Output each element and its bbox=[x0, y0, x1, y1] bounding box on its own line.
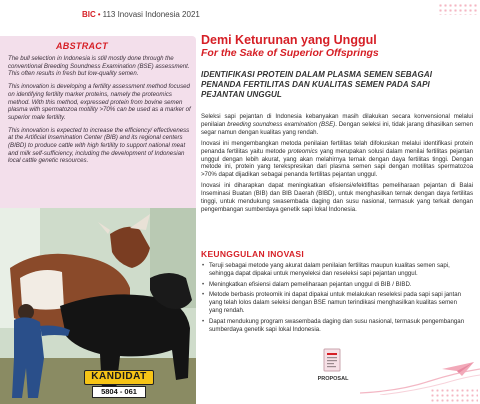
list-item: • Meningkatkan efisiensi dalam pemeliharaan pejantan unggul di BIB / BIBD. bbox=[201, 281, 471, 289]
proposal-label: PROPOSAL bbox=[317, 376, 349, 382]
book-title: 113 Inovasi Indonesia 2021 bbox=[102, 10, 200, 19]
list-item: • Teruji sebagai metode yang akurat dalam penilaian fertilitas maupun kualitas semen sapi, sehingga dapat dipakai untuk menyeleksi dan reseleksi sapi pejantan unggul. bbox=[201, 262, 471, 278]
body-paragraph bbox=[201, 140, 473, 180]
kandidat-badge bbox=[84, 370, 154, 400]
text-run-italic: proteomics bbox=[287, 147, 318, 155]
header-dot-pattern bbox=[438, 3, 478, 15]
body-paragraph bbox=[201, 113, 473, 137]
kandidat-label: KANDIDAT bbox=[84, 370, 154, 385]
list-item: • Metode berbasis proteomik ini dapat dipakai untuk melakukan reseleksi pada sapi sapi jantan yang telah lolos dalam seleksi dengan BSE namun terindikasi menghasilkan kualitas semen yang rendah. bbox=[201, 291, 471, 314]
proposal-badge bbox=[313, 348, 353, 388]
book-header bbox=[82, 10, 200, 19]
abstract-title: ABSTRACT bbox=[56, 41, 108, 51]
innovation-subtitle: IDENTIFIKASI PROTEIN DALAM PLASMA SEMEN SEBAGAI PENANDA FERTILITAS DAN KUALITAS SEMEN PADA SAPI PEJANTAN UNGGUL bbox=[201, 70, 433, 99]
body-paragraph: Inovasi ini diharapkan dapat meningkatkan efisiensi/efektifitas pemeliharaan pejantan di Balai Inseminasi Buatan (BIB) dan BIB Daerah (BIBD), untuk menghasilkan ternak dengan daya fertilitas tinggi, untuk mendukung swasembada daging dan susu nasional, termasuk yang terkait dengan pengembangan sumberdaya genetik sapi lokal Indonesia. bbox=[201, 182, 473, 213]
page-title-english: For the Sake of Superior Offsprings bbox=[201, 47, 379, 59]
abstract-paragraph: This innovation is expected to increase the efficiency/ effectiveness at the Artificial Insemination Center (BIB) and its regional centers (BIBD) to produce cattle with high fertility to support national meat and milk self-sufficiency, including the development of Indonesian local cattle genetic resources. bbox=[8, 126, 190, 165]
text-run: Seleksi sapi pejantan di Indonesia kebanyakan masih dilakukan secara konvensional melalui penilaian bbox=[201, 113, 473, 128]
header-bullet: • bbox=[97, 10, 101, 19]
bic-label: BIC bbox=[82, 10, 96, 19]
dot-pattern bbox=[430, 388, 478, 402]
abstract-body bbox=[8, 55, 192, 170]
page-title: Demi Keturunan yang Unggul bbox=[201, 33, 377, 47]
document-icon bbox=[323, 348, 341, 372]
abstract-paragraph: The bull selection in Indonesia is still mostly done through the conventional Breeding Soundness Examination (BSE) assessment. This often results in fresh but low-quality semen. bbox=[8, 55, 190, 78]
list-item: • Dapat mendukung program swasembada daging dan susu nasional, termasuk pengembangan sumberdaya genetik sapi lokal Indonesia. bbox=[201, 318, 471, 334]
abstract-paragraph: This innovation is developing a fertility assessment method focused on identifying fertility marker proteins, namely the proteomics method. With this method, expressed protein from bovine semen plasma with spermatozoa motility >70% can be used as a marker of superior male fertility. bbox=[8, 83, 191, 121]
text-run-italic: breeding soundness examination (BSE) bbox=[227, 120, 336, 128]
text-run: Inovasi ini mengembangkan metoda penilaian fertilitas telah difokuskan melalui identifikasi protein penanda fertilitas yaitu metode bbox=[201, 139, 473, 155]
kandidat-number: 5804 - 061 bbox=[92, 386, 146, 398]
body-text bbox=[201, 113, 473, 217]
keunggulan-title: KEUNGGULAN INOVASI bbox=[201, 249, 304, 259]
text-run: yang merupakan solusi dalam menilai fertilitas pejantan unggul dengan lebih akurat, yang akan melahirnya ternak dengan daya fertilitas tinggi. Dengan metode ini, protein yang terekspresikan dari plasma semen sapi dengan motilitas spermatozoa >70% dapat dijadikan sebagai penanda fertilitas pejantan unggul. bbox=[201, 147, 473, 179]
header-bar bbox=[0, 0, 480, 30]
keunggulan-list bbox=[201, 262, 471, 336]
paper-plane-icon bbox=[440, 360, 476, 378]
text-run: . Dengan seleksi ini, tidak jarang dihasilkan semen segar namun dengan kualitas yang rendah. bbox=[201, 120, 473, 136]
